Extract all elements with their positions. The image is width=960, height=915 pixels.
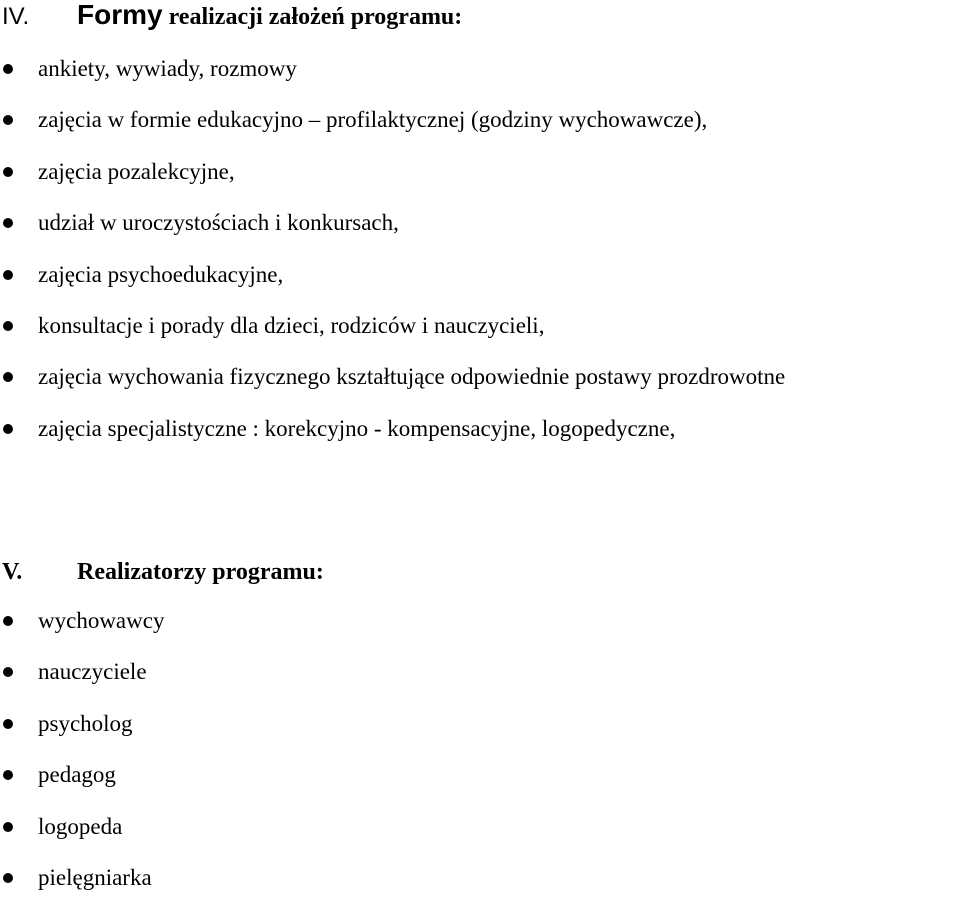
list-item [0,607,960,658]
list-item [0,261,960,312]
list-item [0,55,960,106]
list-item-text: zajęcia wychowania fizycznego kształtujące odpowiednie postawy prozdrowotne [38,364,786,390]
bullet-icon [3,616,13,626]
bullet-icon [3,667,13,677]
section-iv-heading [2,0,462,32]
list-item [0,813,960,864]
section-iv-title-rest: realizacji założeń programu: [162,4,463,30]
bullet-icon [3,64,13,74]
section-v-title: Realizatorzy programu: [77,559,324,585]
list-item [0,209,960,260]
bullet-icon [3,822,13,832]
list-item-text: zajęcia specjalistyczne : korekcyjno - kompensacyjne, logopedyczne, [38,415,676,441]
list-item-text: zajęcia psychoedukacyjne, [38,261,284,287]
bullet-icon [3,167,13,177]
bullet-icon [3,270,13,280]
bullet-icon [3,873,13,883]
list-item-text: psycholog [38,710,133,736]
list-item [0,158,960,209]
list-item [0,710,960,761]
list-item [0,761,960,812]
bullet-icon [3,770,13,780]
list-item-text: zajęcia w formie edukacyjno – profilaktycznej (godziny wychowawcze), [38,107,708,133]
list-item [0,415,960,466]
bullet-icon [3,321,13,331]
section-iv-list [0,55,960,466]
bullet-icon [3,218,13,228]
bullet-icon [3,424,13,434]
list-item-text: nauczyciele [38,659,147,685]
section-v-number: V. [2,559,23,585]
section-v-heading [2,557,324,587]
list-item-text: ankiety, wywiady, rozmowy [38,56,297,81]
section-iv-number: IV. [2,3,30,30]
list-item-text: udział w uroczystościach i konkursach, [38,210,399,236]
list-item [0,363,960,414]
list-item-text: pielęgniarka [38,864,152,890]
list-item [0,864,960,915]
list-item-text: zajęcia pozalekcyjne, [38,158,235,184]
section-v-list [0,607,960,915]
list-item [0,658,960,709]
list-item [0,312,960,363]
list-item-text: logopeda [38,813,123,839]
bullet-icon [3,115,13,125]
list-item-text: wychowawcy [38,608,165,633]
list-item-text: pedagog [38,762,116,788]
list-item-text: konsultacje i porady dla dzieci, rodziców i nauczycieli, [38,312,545,338]
section-iv-title-first-word: Formy [77,0,163,30]
bullet-icon [3,719,13,729]
bullet-icon [3,372,13,382]
list-item [0,106,960,157]
